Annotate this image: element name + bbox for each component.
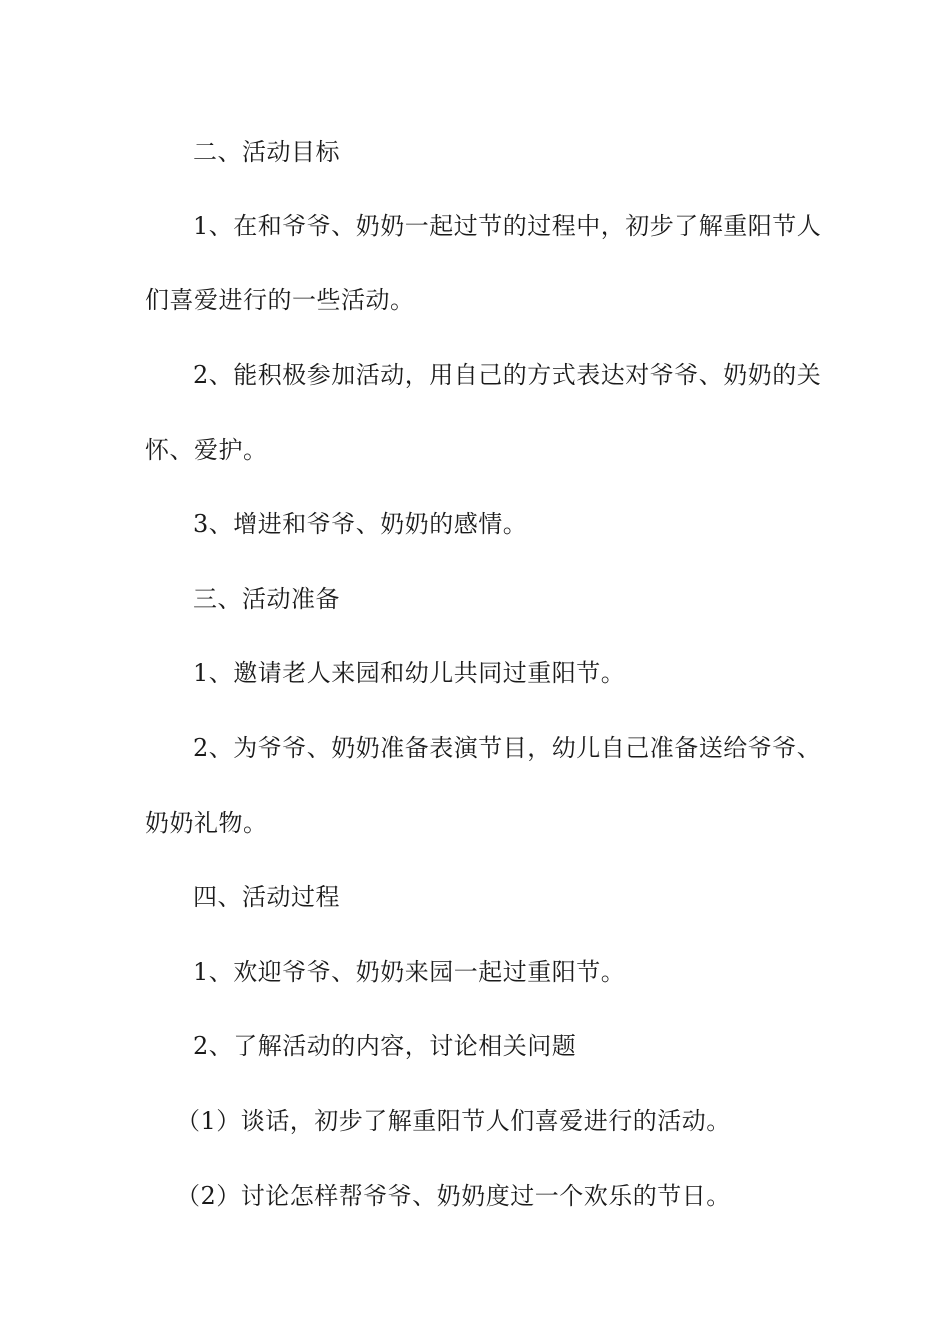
preparation-item-2-line-1: 2、为爷爷、奶奶准备表演节目，幼儿自己准备送给爷爷、 [193, 734, 822, 762]
goal-item-1-line-2: 们喜爱进行的一些活动。 [145, 286, 415, 314]
preparation-item-2-line-2: 奶奶礼物。 [145, 809, 268, 837]
process-subitem-2: （2）讨论怎样帮爷爷、奶奶度过一个欢乐的节日。 [176, 1182, 731, 1210]
process-subitem-1: （1）谈话，初步了解重阳节人们喜爱进行的活动。 [176, 1107, 731, 1135]
goal-item-3: 3、增进和爷爷、奶奶的感情。 [193, 510, 528, 538]
process-item-1: 1、欢迎爷爷、奶奶来园一起过重阳节。 [193, 958, 626, 986]
section-heading-preparation: 三、活动准备 [193, 585, 340, 613]
section-heading-process: 四、活动过程 [193, 883, 340, 911]
process-item-2: 2、了解活动的内容，讨论相关问题 [193, 1032, 577, 1060]
preparation-item-1: 1、邀请老人来园和幼儿共同过重阳节。 [193, 659, 626, 687]
goal-item-2-line-1: 2、能积极参加活动，用自己的方式表达对爷爷、奶奶的关 [193, 361, 822, 389]
goal-item-1-line-1: 1、在和爷爷、奶奶一起过节的过程中，初步了解重阳节人 [193, 212, 822, 240]
goal-item-2-line-2: 怀、爱护。 [145, 436, 268, 464]
section-heading-goals: 二、活动目标 [193, 138, 340, 166]
